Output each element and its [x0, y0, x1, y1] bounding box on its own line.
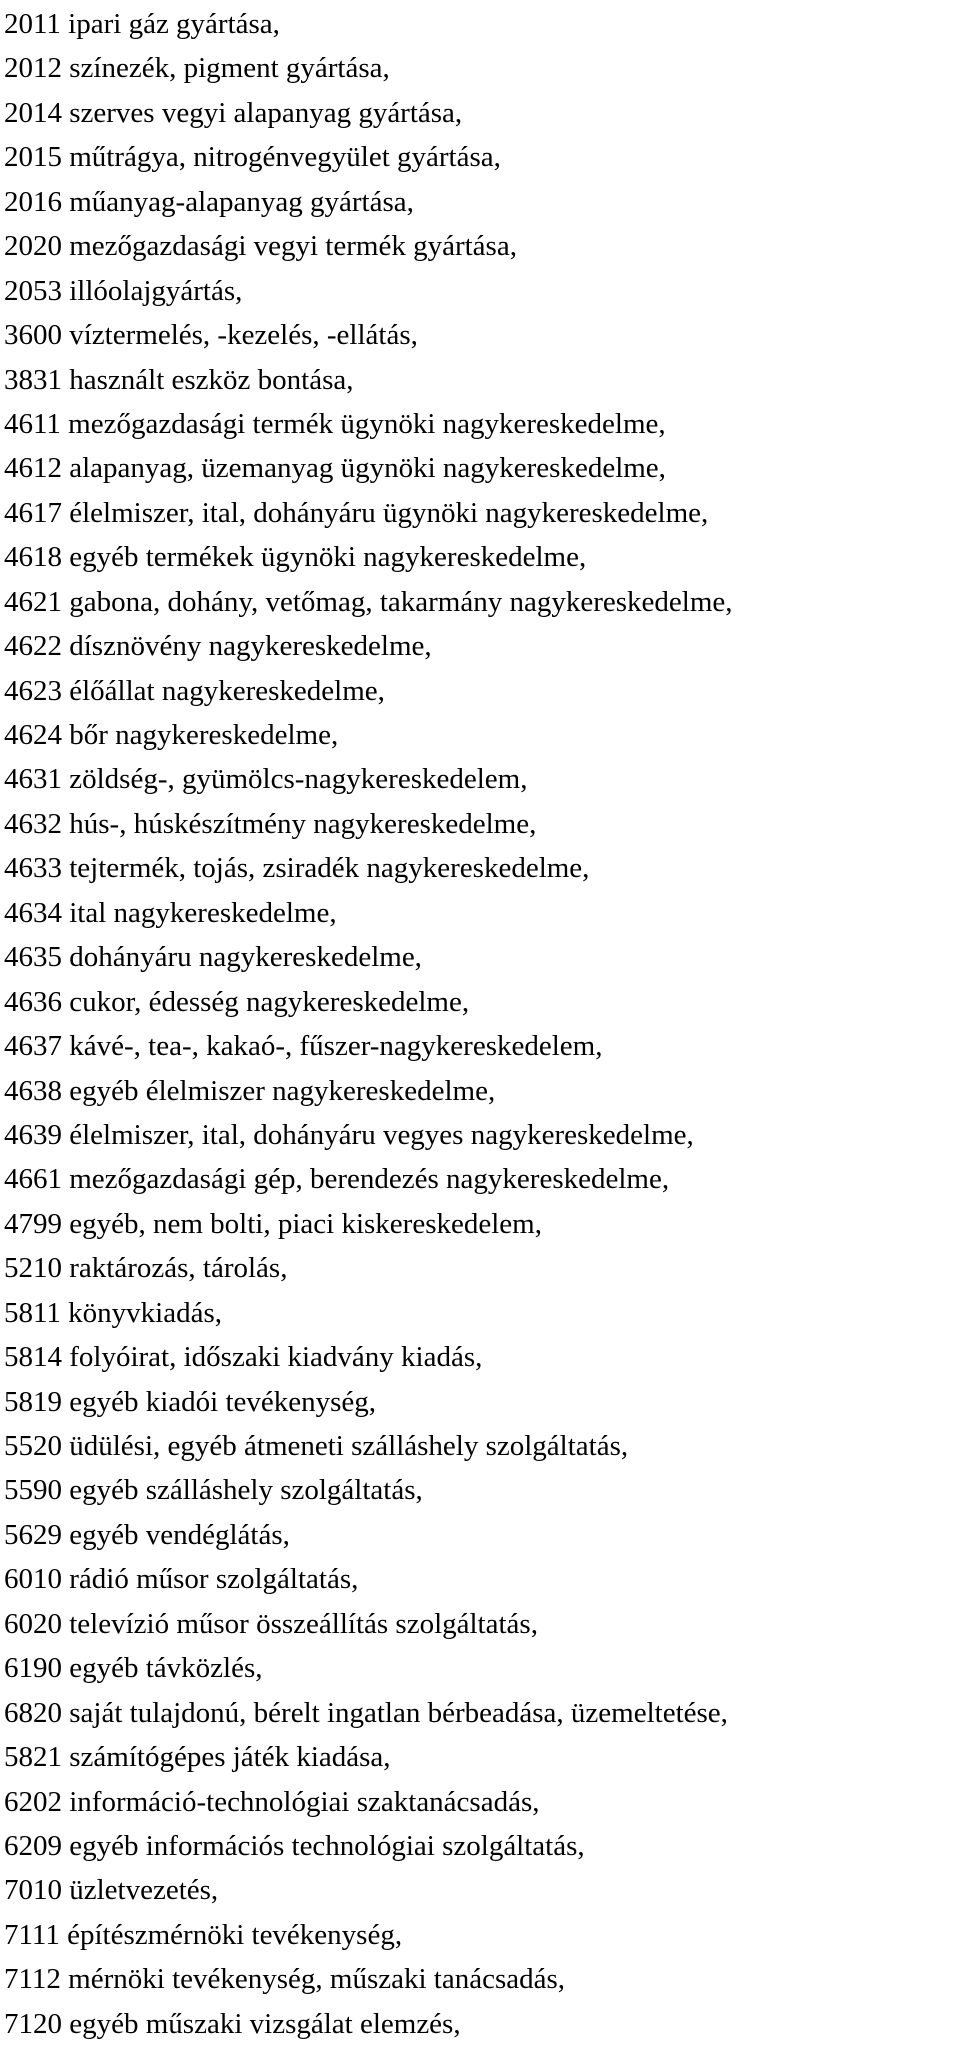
list-item: 4622 dísznövény nagykereskedelme,: [4, 630, 432, 663]
list-item: 5590 egyéb szálláshely szolgáltatás,: [4, 1474, 423, 1507]
list-item: 4637 kávé-, tea-, kakaó-, fűszer-nagykereskedelem,: [4, 1030, 603, 1063]
list-item: 6820 saját tulajdonú, bérelt ingatlan bérbeadása, üzemeltetése,: [4, 1696, 728, 1729]
list-item: 4799 egyéb, nem bolti, piaci kiskereskedelem,: [4, 1207, 542, 1240]
list-item: 4618 egyéb termékek ügynöki nagykereskedelme,: [4, 541, 587, 574]
list-item: 5210 raktározás, tárolás,: [4, 1252, 288, 1285]
list-item: 4624 bőr nagykereskedelme,: [4, 719, 339, 751]
list-item: 2053 illóolajgyártás,: [4, 274, 243, 307]
list-item: 4631 zöldség-, gyümölcs-nagykereskedelem,: [4, 763, 528, 796]
list-item: 4617 élelmiszer, ital, dohányáru ügynöki nagykereskedelme,: [4, 496, 709, 529]
list-item: 7010 üzletvezetés,: [4, 1874, 219, 1907]
list-item: 4661 mezőgazdasági gép, berendezés nagykereskedelme,: [4, 1163, 670, 1196]
list-item: 3831 használt eszköz bontása,: [4, 363, 354, 396]
list-item: 2014 szerves vegyi alapanyag gyártása,: [4, 96, 463, 129]
list-item: 5814 folyóirat, időszaki kiadvány kiadás,: [4, 1341, 483, 1374]
list-item: 6010 rádió műsor szolgáltatás,: [4, 1563, 359, 1596]
list-item: 7120 egyéb műszaki vizsgálat elemzés,: [4, 2007, 461, 2040]
list-item: 4612 alapanyag, üzemanyag ügynöki nagykereskedelme,: [4, 452, 666, 485]
list-item: 7112 mérnöki tevékenység, műszaki tanácsadás,: [4, 1963, 566, 1996]
list-item: 5821 számítógépes játék kiadása,: [4, 1741, 391, 1774]
list-item: 6202 információ-technológiai szaktanácsadás,: [4, 1785, 540, 1818]
list-item: 5629 egyéb vendéglátás,: [4, 1518, 290, 1551]
list-item: 4621 gabona, dohány, vetőmag, takarmány nagykereskedelme,: [4, 585, 733, 618]
list-item: 4623 élőállat nagykereskedelme,: [4, 674, 385, 707]
list-item: 2016 műanyag-alapanyag gyártása,: [4, 185, 414, 218]
list-item: 4638 egyéb élelmiszer nagykereskedelme,: [4, 1074, 496, 1107]
list-item: 4639 élelmiszer, ital, dohányáru vegyes nagykereskedelme,: [4, 1118, 694, 1151]
list-item: 7111 építészmérnöki tevékenység,: [4, 1918, 403, 1951]
list-item: 4634 ital nagykereskedelme,: [4, 896, 337, 929]
list-item: 6020 televízió műsor összeállítás szolgáltatás,: [4, 1607, 538, 1640]
list-item: 4611 mezőgazdasági termék ügynöki nagykereskedelme,: [4, 407, 666, 440]
list-item: 4636 cukor, édesség nagykereskedelme,: [4, 985, 470, 1018]
list-item: 4635 dohányáru nagykereskedelme,: [4, 941, 422, 974]
list-item: 5819 egyéb kiadói tevékenység,: [4, 1385, 377, 1418]
list-item: 2015 műtrágya, nitrogénvegyület gyártása,: [4, 141, 501, 174]
list-item: 6190 egyéb távközlés,: [4, 1652, 263, 1685]
list-item: 4633 tejtermék, tojás, zsiradék nagykereskedelme,: [4, 852, 590, 885]
activity-code-list: [4, 2, 956, 2046]
list-item: 2011 ipari gáz gyártása,: [4, 8, 280, 40]
list-item: 5811 könyvkiadás,: [4, 1296, 223, 1329]
list-item: 4632 hús-, húskészítmény nagykereskedelme,: [4, 807, 537, 840]
list-item: 5520 üdülési, egyéb átmeneti szálláshely szolgáltatás,: [4, 1430, 629, 1462]
list-item: 3600 víztermelés, -kezelés, -ellátás,: [4, 319, 418, 352]
list-item: 6209 egyéb információs technológiai szolgáltatás,: [4, 1829, 585, 1862]
list-item: 2012 színezék, pigment gyártása,: [4, 52, 390, 85]
list-item: 2020 mezőgazdasági vegyi termék gyártása,: [4, 230, 517, 263]
